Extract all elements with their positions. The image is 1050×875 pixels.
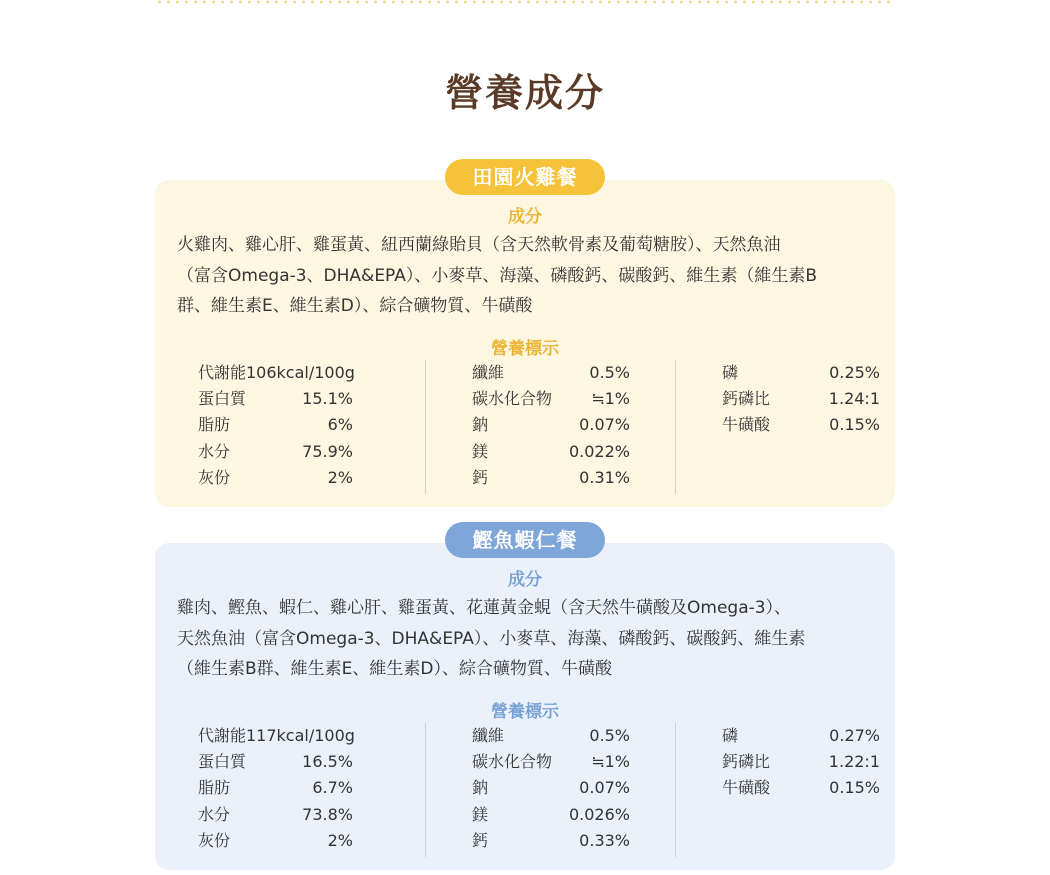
nutrient-label: 脂肪 <box>198 778 231 798</box>
nutrient-label: 鈣磷比 <box>722 389 771 409</box>
ingredients-text <box>177 593 877 685</box>
nutrition-row <box>175 360 425 386</box>
ingredients-line: 天然魚油（富含Omega-3、DHA&EPA）、小麥草、海藻、磷酸鈣、碳酸鈣、維生素 <box>177 628 806 649</box>
nutrient-value: 2% <box>327 830 353 850</box>
nutrition-row <box>426 723 676 749</box>
nutrient-value: 16.5% <box>302 752 353 772</box>
ingredients-text <box>177 230 877 322</box>
nutrition-row <box>175 465 425 491</box>
nutrition-row <box>175 412 425 438</box>
nutrition-column <box>425 723 676 857</box>
nutrient-value: 15.1% <box>302 389 353 409</box>
nutrient-value: 6% <box>327 415 353 435</box>
nutrient-label: 牛磺酸 <box>722 415 771 435</box>
nutrient-label: 鈉 <box>472 415 489 435</box>
nutrient-value: 0.5% <box>589 363 630 382</box>
nutrient-label: 鈣 <box>472 467 489 487</box>
nutrient-label: 鎂 <box>472 441 489 461</box>
nutrition-row <box>426 802 676 828</box>
page-title: 營養成分 <box>444 71 605 115</box>
nutrient-label: 灰份 <box>198 830 231 850</box>
nutrition-table <box>175 360 880 495</box>
nutrient-value: 0.15% <box>829 778 880 798</box>
nutrient-value: 0.31% <box>579 467 630 487</box>
nutrition-row <box>426 439 676 465</box>
bonito-recipe-card <box>155 543 895 870</box>
nutrient-label: 纖維 <box>472 363 505 382</box>
nutrient-label: 牛磺酸 <box>722 778 771 798</box>
nutrition-row <box>175 749 425 775</box>
nutrition-column <box>675 723 880 857</box>
turkey-recipe-card <box>155 180 895 507</box>
nutrient-value: 0.026% <box>568 804 630 824</box>
nutrient-label: 灰份 <box>198 467 231 487</box>
nutrition-row <box>676 386 880 412</box>
nutrient-value: 0.15% <box>829 415 880 435</box>
nutrition-row <box>426 412 676 438</box>
nutrient-label: 磷 <box>722 363 739 382</box>
nutrition-row <box>676 723 880 749</box>
nutrition-heading: 營養標示 <box>491 339 559 359</box>
nutrient-value: 0.07% <box>579 778 630 798</box>
nutrition-row <box>676 412 880 438</box>
nutrition-column <box>675 360 880 494</box>
nutrient-label: 水分 <box>198 441 231 461</box>
nutrient-value: 0.27% <box>829 726 880 745</box>
nutrient-label: 磷 <box>722 726 739 745</box>
nutrient-label: 纖維 <box>472 726 505 745</box>
nutrient-value: ≒1% <box>591 389 630 409</box>
ingredients-line: （維生素B群、維生素E、維生素D）、綜合礦物質、牛磺酸 <box>177 659 612 679</box>
nutrition-row <box>426 386 676 412</box>
ingredients-heading: 成分 <box>508 570 542 590</box>
nutrient-label: 蛋白質 <box>198 752 247 772</box>
nutrient-label: 碳水化合物 <box>472 389 553 409</box>
nutrition-row <box>426 465 676 491</box>
nutrient-value: 0.5% <box>589 726 630 745</box>
ingredients-line: 雞肉、鰹魚、蝦仁、雞心肝、雞蛋黃、花蓮黃金蜆（含天然牛磺酸及Omega-3）、 <box>177 598 792 618</box>
nutrition-row <box>426 749 676 775</box>
nutrition-column <box>425 360 676 494</box>
nutrition-row <box>175 723 425 749</box>
recipe-name-badge: 鰹魚蝦仁餐 <box>445 522 605 558</box>
nutrition-row <box>426 828 676 854</box>
nutrition-row <box>676 360 880 386</box>
top-dotted-divider <box>155 0 895 4</box>
ingredients-heading: 成分 <box>508 207 542 227</box>
nutrition-row <box>676 775 880 801</box>
nutrition-row <box>175 439 425 465</box>
nutrient-value: 1.22:1 <box>828 752 880 772</box>
nutrition-row <box>175 386 425 412</box>
nutrition-row <box>175 802 425 828</box>
nutrient-value: 0.25% <box>829 363 880 382</box>
nutrient-value: 2% <box>327 467 353 487</box>
nutrition-heading: 營養標示 <box>491 702 559 722</box>
recipe-name-badge: 田園火雞餐 <box>445 159 605 195</box>
ingredients-line: （富含Omega-3、DHA&EPA）、小麥草、海藻、磷酸鈣、碳酸鈣、維生素（維生素B <box>177 265 818 286</box>
nutrient-value: 0.33% <box>579 830 630 850</box>
nutrient-value: 0.022% <box>568 441 630 461</box>
nutrition-table <box>175 723 880 858</box>
nutrient-label: 代謝能106kcal/100g <box>198 363 355 382</box>
ingredients-line: 火雞肉、雞心肝、雞蛋黃、紐西蘭綠貽貝（含天然軟骨素及葡萄糖胺）、天然魚油 <box>177 235 781 255</box>
nutrient-value: 0.07% <box>579 415 630 435</box>
nutrient-value: 75.9% <box>302 441 353 461</box>
nutrient-label: 碳水化合物 <box>472 752 553 772</box>
nutrient-label: 蛋白質 <box>198 389 247 409</box>
nutrient-label: 鈉 <box>472 778 489 798</box>
nutrient-label: 水分 <box>198 804 231 824</box>
nutrient-value: 1.24:1 <box>828 389 880 409</box>
nutrient-value: ≒1% <box>591 752 630 772</box>
nutrition-column <box>175 723 425 857</box>
nutrition-row <box>426 360 676 386</box>
nutrient-value: 73.8% <box>302 804 353 824</box>
nutrient-label: 脂肪 <box>198 415 231 435</box>
nutrition-row <box>426 775 676 801</box>
nutrient-label: 代謝能117kcal/100g <box>198 726 355 745</box>
nutrition-row <box>175 775 425 801</box>
nutrient-label: 鎂 <box>472 804 489 824</box>
ingredients-line: 群、維生素E、維生素D）、綜合礦物質、牛磺酸 <box>177 296 533 316</box>
nutrition-row <box>175 828 425 854</box>
nutrient-value: 6.7% <box>312 778 353 798</box>
nutrient-label: 鈣磷比 <box>722 752 771 772</box>
nutrition-column <box>175 360 425 494</box>
nutrition-row <box>676 749 880 775</box>
nutrient-label: 鈣 <box>472 830 489 850</box>
